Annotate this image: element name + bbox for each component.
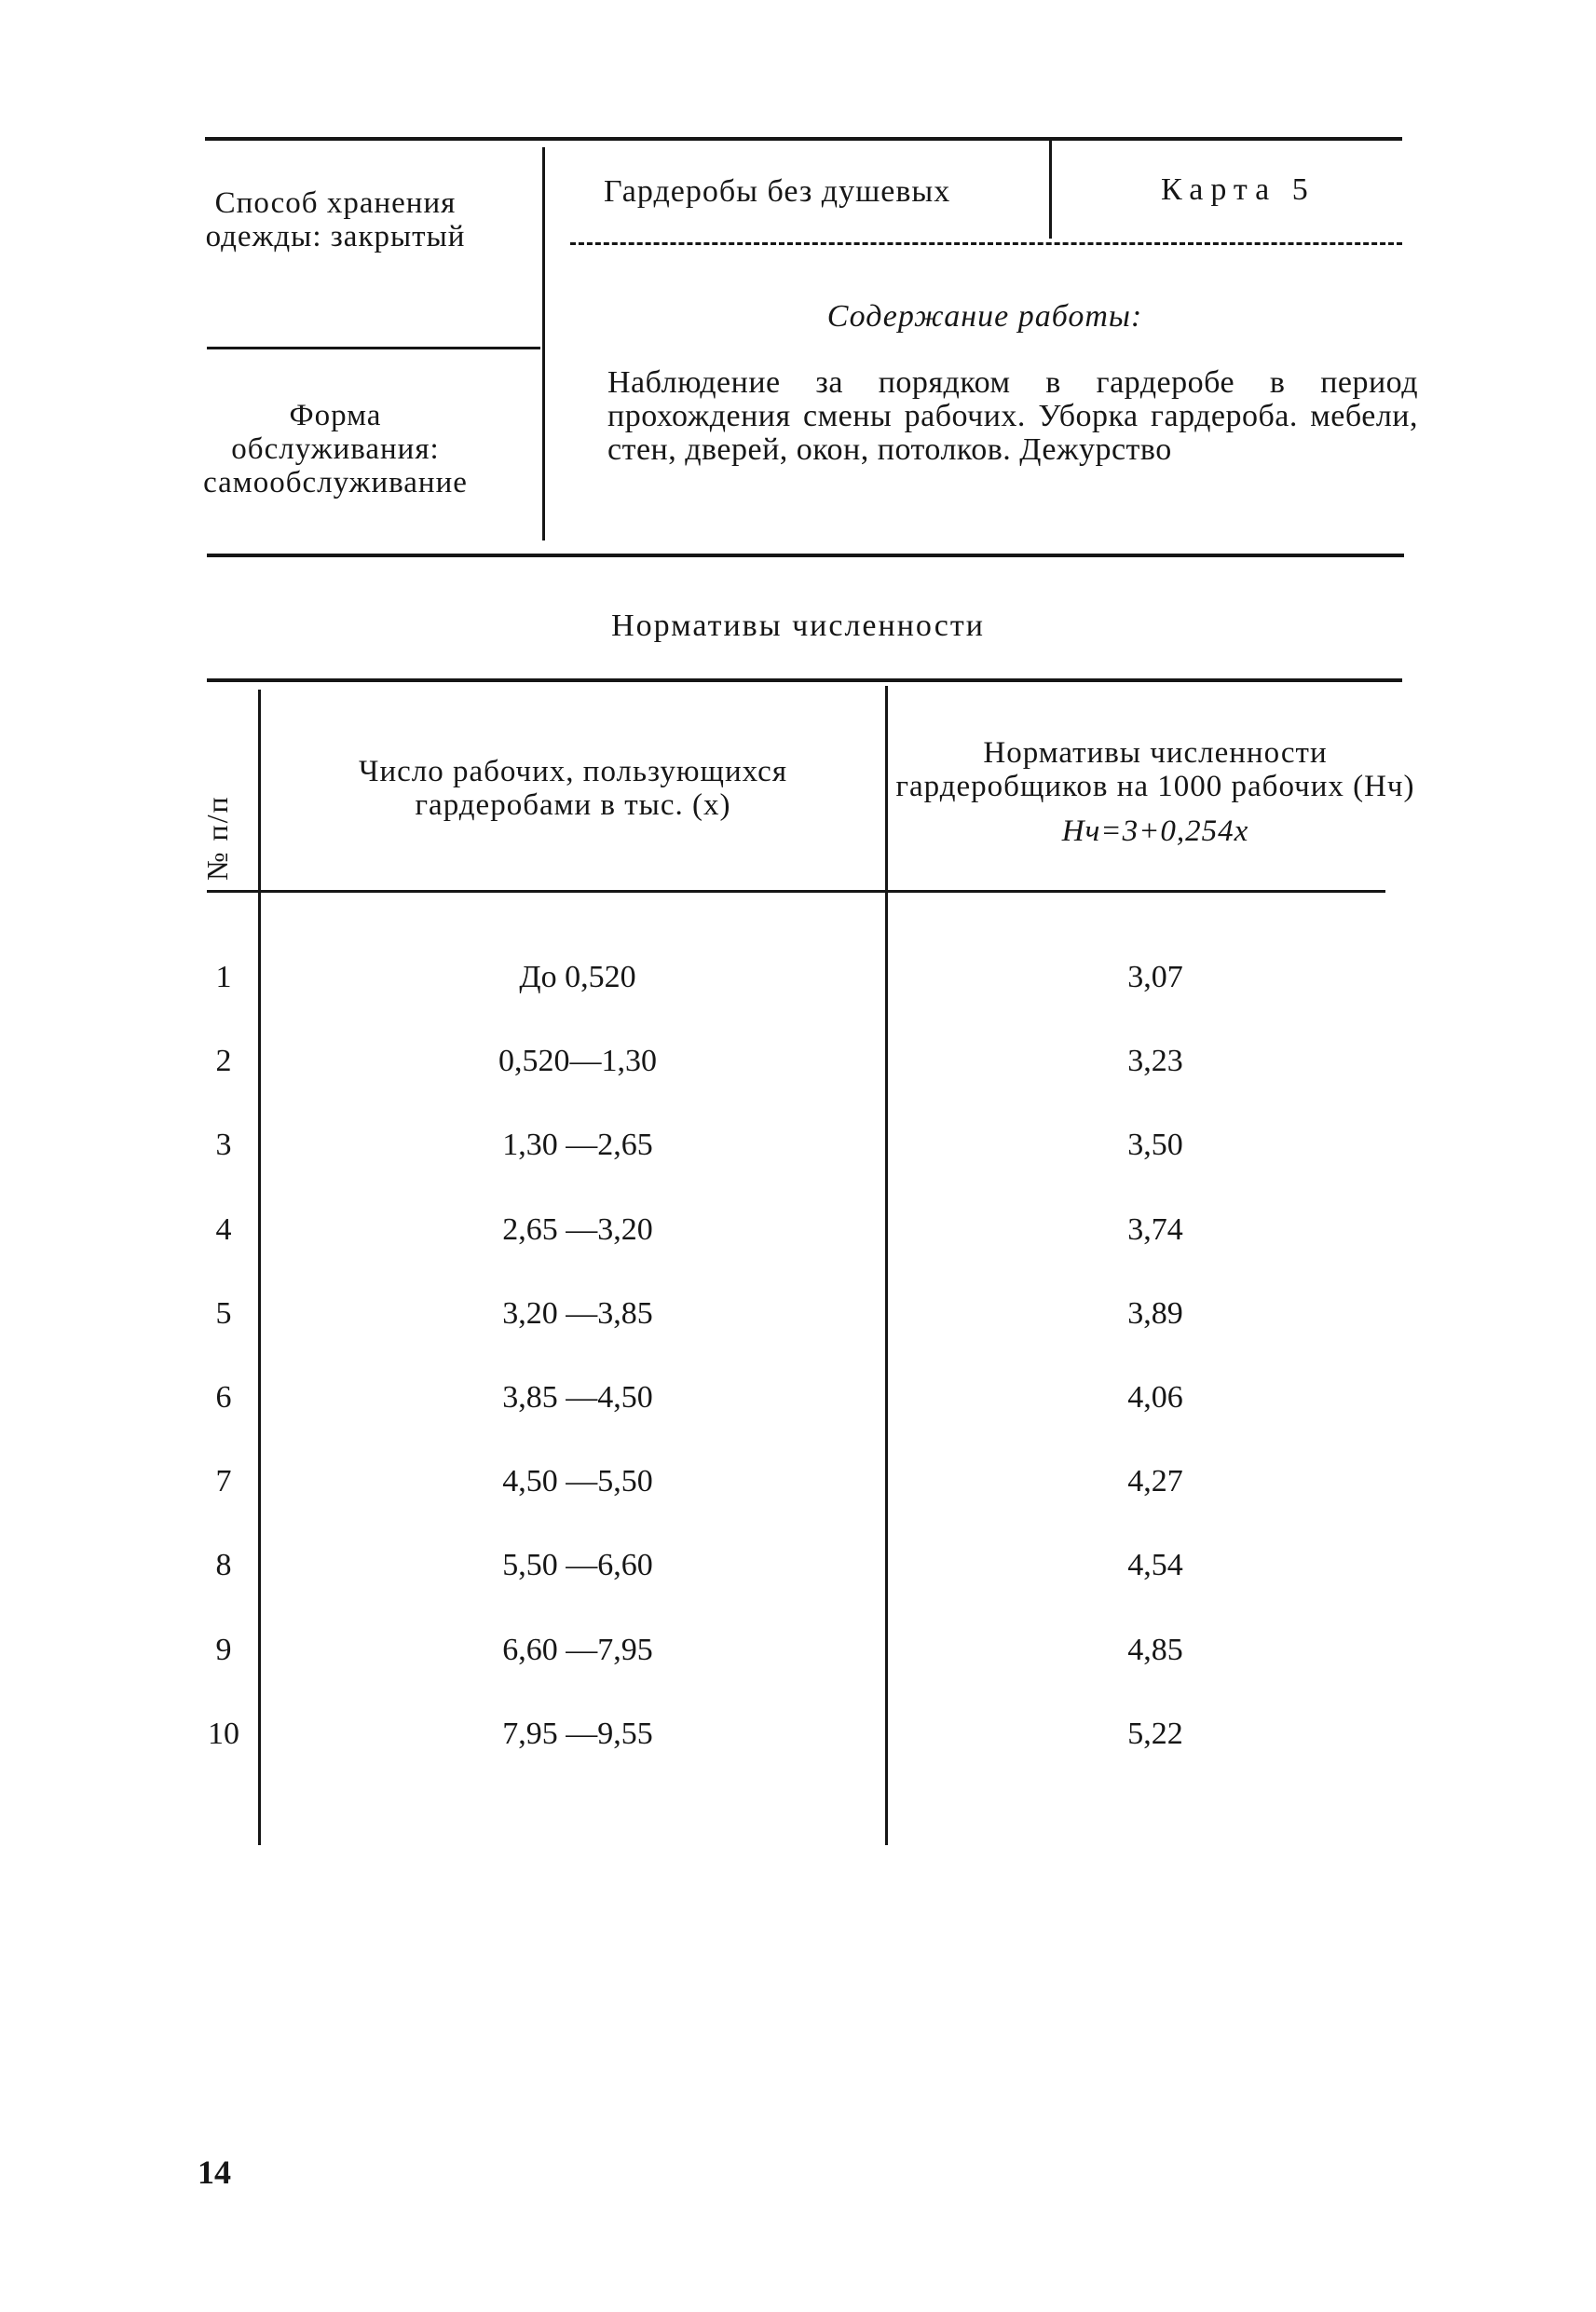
row-range: 0,520—1,30 [498,1044,657,1078]
table-row [0,1286,1596,1342]
header-range: Число рабочих, пользующихся гардеробами в тыс. (x) [359,755,787,822]
title-card-divider [1049,140,1052,239]
row-norm: 4,06 [1127,1380,1183,1415]
table-row [0,1033,1596,1089]
content-text: Наблюдение за порядком в гардеробе в период прохождения смены рабочих. Уборка гардероба. мебели, стен, дверей, окон, потолков. Дежурство [607,365,1418,467]
table-row [0,1202,1596,1258]
header-norm: Нормативы численности гардеробщиков на 1000 рабочих (Hч) [895,736,1415,803]
row-range: 3,85 —4,50 [502,1380,653,1415]
content-heading: Содержание работы: [826,299,1143,334]
storage-method: Способ хранения одежды: закрытый [205,186,466,253]
row-range: 6,60 —7,95 [502,1633,653,1667]
row-range: 4,50 —5,50 [502,1464,653,1498]
table-row [0,1454,1596,1510]
card-label: Карта 5 [1161,172,1316,207]
row-norm: 3,74 [1127,1212,1183,1247]
table-row [0,1117,1596,1173]
row-norm: 4,54 [1127,1548,1183,1582]
table-row [0,1706,1596,1762]
row-range: 5,50 —6,60 [502,1548,653,1582]
row-number: 8 [215,1548,232,1582]
table-top-rule [207,678,1402,682]
row-norm: 3,50 [1127,1128,1183,1162]
top-rule [205,137,1402,141]
card-title: Гардеробы без душевых [604,174,951,209]
row-number: 4 [215,1212,232,1247]
header-bottom-rule [207,554,1404,557]
page-number: 14 [198,2154,231,2191]
table-row [0,950,1596,1006]
row-number: 2 [215,1044,232,1078]
row-number: 10 [208,1717,239,1751]
row-norm: 4,85 [1127,1633,1183,1667]
row-range: До 0,520 [519,960,636,994]
table-row [0,1538,1596,1594]
row-number: 7 [215,1464,232,1498]
left-divider-rule [207,347,540,349]
table-row [0,1622,1596,1678]
row-norm: 5,22 [1127,1717,1183,1751]
service-form: Форма обслуживания: самообслуживание [203,399,468,499]
row-number: 5 [215,1296,232,1331]
row-range: 7,95 —9,55 [502,1717,653,1751]
row-norm: 4,27 [1127,1464,1183,1498]
row-number: 3 [215,1128,232,1162]
row-norm: 3,89 [1127,1296,1183,1331]
table-row [0,1370,1596,1426]
row-norm: 3,23 [1127,1044,1183,1078]
header-vertical-divider [542,147,545,540]
table-header-rule [207,890,1385,893]
row-number: 6 [215,1380,232,1415]
row-range: 2,65 —3,20 [502,1212,653,1247]
header-formula: Hч=3+0,254x [1061,814,1249,848]
header-num: № п/п [200,795,234,881]
row-range: 3,20 —3,85 [502,1296,653,1331]
row-norm: 3,07 [1127,960,1183,994]
title-dashed-rule [570,242,1402,245]
row-number: 9 [215,1633,232,1667]
row-range: 1,30 —2,65 [502,1128,653,1162]
section-title: Нормативы численности [611,609,985,643]
row-number: 1 [215,960,232,994]
